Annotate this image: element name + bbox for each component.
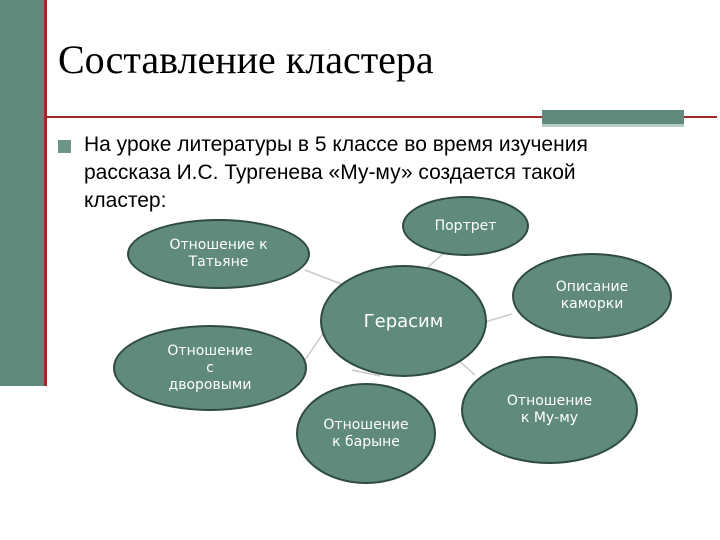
node-tatiana: Отношение к Татьяне [127, 219, 310, 289]
link-mumu [458, 360, 475, 375]
node-portrait: Портрет [402, 196, 529, 256]
slide-title: Составление кластера [58, 37, 434, 82]
node-room: Описание каморки [512, 253, 672, 339]
bullet-line-3: кластер: [84, 189, 167, 212]
node-servants: Отношение с дворовыми [113, 325, 307, 411]
link-tatiana [305, 270, 344, 285]
bullet-line-2: рассказа И.С. Тургенева «Му-му» создается такой [84, 161, 576, 184]
bullet-line-1: На уроке литературы в 5 классе во время изучения [84, 133, 588, 156]
node-lady: Отношение к барыне [296, 383, 436, 484]
node-mumu: Отношение к Му-му [461, 356, 638, 464]
link-servants [305, 332, 324, 360]
link-room [485, 314, 512, 322]
center-node-gerasim: Герасим [320, 265, 487, 377]
